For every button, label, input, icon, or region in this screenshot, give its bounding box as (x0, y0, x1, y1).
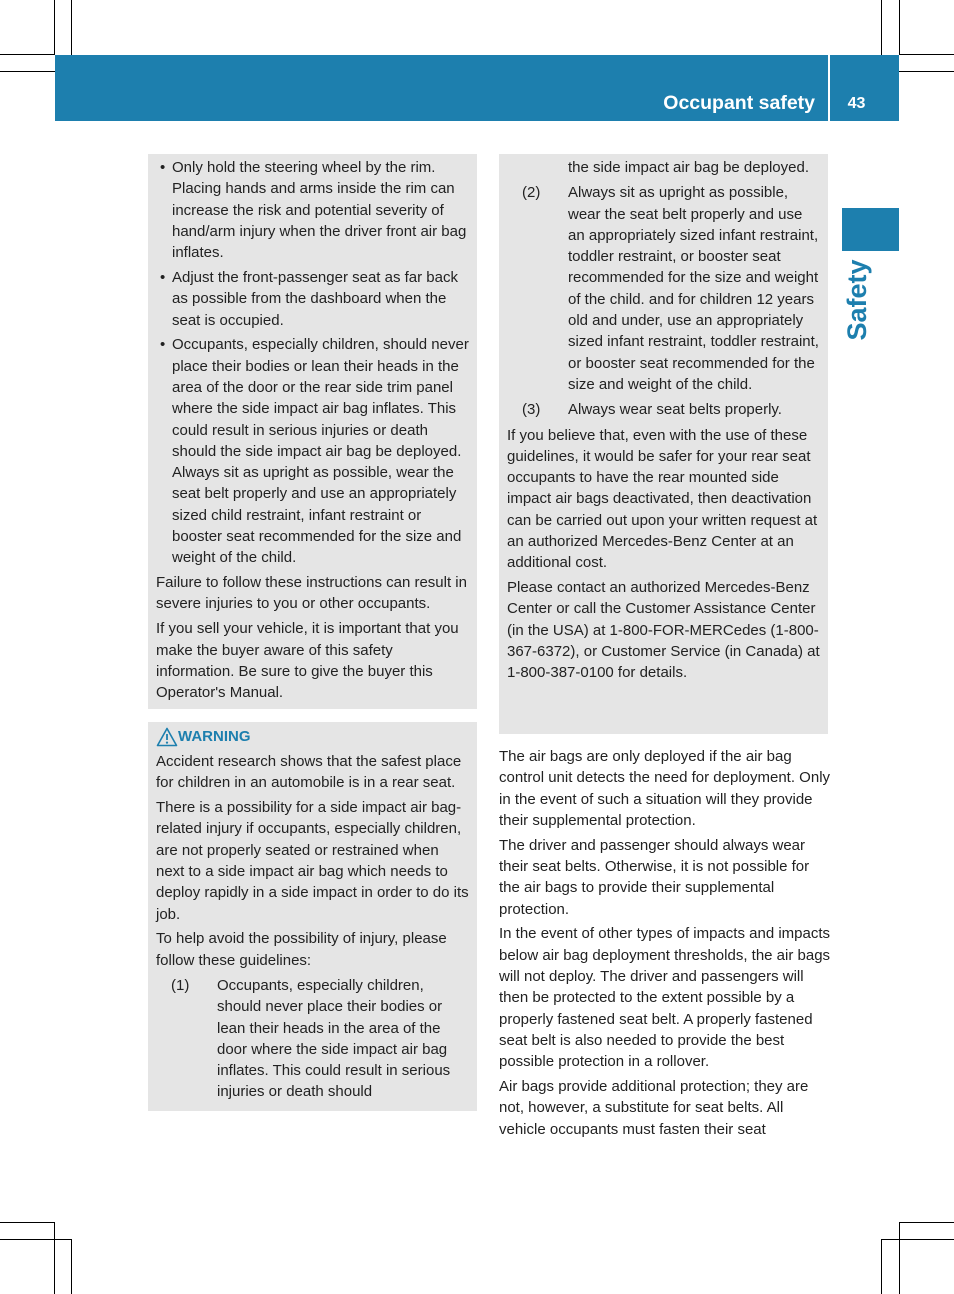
paragraph: The driver and passenger should always wear their seat belts. Otherwise, it is not possible for the air bags to provide their supplemental protection. (499, 836, 810, 918)
page-number: 43 (847, 95, 866, 112)
body-text (499, 746, 831, 1143)
warning-continuation-box (499, 154, 828, 734)
warning-triangle-icon (156, 727, 178, 747)
safety-bullet-list (156, 157, 470, 569)
crop-mark (54, 0, 55, 55)
crop-mark (881, 0, 882, 55)
crop-mark (899, 0, 900, 55)
paragraph: If you believe that, even with the use of these guidelines, it would be safer for your rear seat occupants to have the rear mounted side impact air bags deactivated, then deactivation can be carried out upon your written request at an authorized Mercedes-Benz Center at an additional cost. (507, 426, 818, 572)
list-item (156, 975, 470, 1103)
item-number: (3) (522, 401, 541, 419)
paragraph: Air bags provide additional protection; they are not, however, a substitute for seat belts. All vehicle occupants must fasten their seat (499, 1077, 809, 1138)
list-item (507, 399, 821, 420)
list-item: • Occupants, especially children, should never place their bodies or lean their heads in the area of the door or the rear side trim panel where the side impact air bag inflates. This could result in serious injuries or death should the side impact air bag be deployed. Always sit as upright as possible, wear the seat belt properly and use an appropriately sized child restraint, infant restraint or booster seat recommended for the size and weight of the child. (156, 334, 470, 568)
guideline-list (507, 182, 821, 420)
list-item: • Only hold the steering wheel by the rim. Placing hands and arms inside the rim can increase the risk and potential severity of hand/arm injury when the driver front air bag inflates. (156, 157, 470, 263)
page-header (55, 55, 899, 121)
paragraph: Please contact an authorized Mercedes-Benz Center or call the Customer Assistance Center (in the USA) at 1-800-FOR-MERCedes (1-800-367-6372), or Customer Service (in Canada) at 1-800-387-0100 for details. (507, 579, 820, 682)
crop-mark (0, 1222, 55, 1223)
crop-mark (899, 1222, 954, 1223)
warning-label: WARNING (178, 728, 251, 745)
warning-header (156, 726, 470, 747)
item-text: Always sit as upright as possible, wear the seat belt properly and use an appropriately sized infant restraint, toddler restraint, or booster seat recommended for the size and weight of the child. and for children 12 years old and under, use an appropriately sized infant restraint, toddler restraint, or booster seat recommended for the size and weight of the child. (568, 184, 819, 393)
item-text: Occupants, especially children, should never place their bodies or lean their heads in the area of the door where the side impact air bag inflates. This could result in serious injuries or death should (217, 976, 451, 1101)
list-item: • Adjust the front-passenger seat as far back as possible from the dashboard when the seat is occupied. (156, 267, 470, 331)
crop-mark (71, 0, 72, 55)
crop-mark (899, 71, 954, 72)
crop-mark (881, 1239, 954, 1240)
crop-mark (71, 1240, 72, 1294)
item-text: Always wear seat belts properly. (568, 401, 782, 419)
crop-mark (0, 71, 55, 72)
paragraph: The air bags are only deployed if the air bag control unit detects the need for deployment. Only in the event of such a situation will they provide their supplemental protection. (499, 748, 831, 829)
chapter-tab (842, 208, 899, 251)
chapter-label: Safety (842, 259, 872, 341)
crop-mark (899, 54, 954, 55)
item-number: (2) (522, 184, 541, 202)
crop-mark (899, 1222, 900, 1294)
paragraph: There is a possibility for a side impact air bag-related injury if occupants, especially children, are not properly seated or restrained when next to a side impact air bag which needs to deploy rapidly in a side impact in order to do its job. (156, 799, 469, 923)
item-number: (1) (171, 976, 190, 994)
guideline-list (156, 975, 470, 1103)
safety-notes-box (148, 154, 477, 709)
paragraph: To help avoid the possibility of injury, please follow these guidelines: (156, 930, 447, 969)
paragraph: Failure to follow these instructions can result in severe injuries to you or other occupants. (156, 574, 467, 613)
crop-mark (0, 54, 55, 55)
list-item (507, 182, 821, 395)
paragraph: If you sell your vehicle, it is important that you make the buyer aware of this safety information. Be sure to give the buyer this Operator's Manual. (156, 620, 459, 702)
paragraph: In the event of other types of impacts and impacts below air bag deployment thresholds, the air bags will not deploy. The driver and passengers will then be protected to the extent possible by a properly fastened seat belt. A properly fastened seat belt is also needed to provide the best possible protection in a rollover. (499, 925, 831, 1071)
continuation-text: the side impact air bag be deployed. (568, 159, 809, 176)
crop-mark (54, 1222, 55, 1294)
paragraph: Accident research shows that the safest place for children in an automobile is in a rear seat. (156, 753, 462, 792)
crop-mark (881, 1240, 882, 1294)
section-title: Occupant safety (663, 92, 815, 114)
warning-box (148, 722, 477, 1111)
crop-mark (0, 1239, 72, 1240)
